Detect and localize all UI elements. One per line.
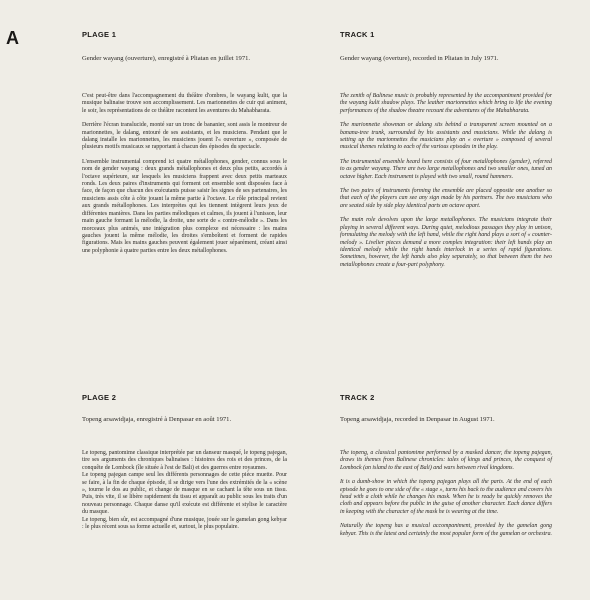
track-1-paragraph: The instrumental ensemble heard here consists of four metallophones (gender), referred to as gender wayang. There are two large metallophones and two smaller ones, tuned an octave higher. Each instrument is played with two small, round hammers.	[340, 158, 552, 180]
plage-1-paragraph: L'ensemble instrumental comprend ici quatre métallophones, gender, connus sous le nom de gender wayang : deux grands métallophones et deux plus petits, accordés à l'octave supérieure, sur lesquels les musiciens frappent avec deux petits marteaux ronds. Les deux paires d'instruments qui forment cet ensemble sont disposées face à face, de façon que chacun des exécutants puisse saisir les signes de ses partenaires, les musiciens assis côte à côte jouant la même partie à l'octave. Le rôle principal revient aux grands métallophones. Les interprètes qui les tiennent intègrent leurs jeux de différentes manières. Dans les parties mélodiques et calmes, ils jouent à l'unisson, leur main gauche formant la mélodie, la droite, une sorte de « contre-mélodie ». Dans les morceaux plus animés, une intégration plus complexe est nécessaire : les mains gauches jouent la même mélodie, les droites s'emboîtent et forment de rapides figurations. Mais les mains gauches peuvent également jouer séparément, créant ainsi une polyphonie à quatre parties entre les deux métallophones.	[82, 158, 287, 254]
track-1-paragraph: The marionnette showman or dalang sits behind a transparent screen mounted on a banana-tree trunk, surrounded by his assistants and musicians. While the dalang is setting up the marionnettes the musicians play an « overture » composed of several musical themes relating to each of the various episodes in the play.	[340, 122, 552, 151]
plage-1-section	[82, 30, 287, 39]
track-1-section	[340, 30, 552, 39]
side-label: A	[6, 28, 19, 48]
plage-1-subtitle-block	[82, 55, 287, 63]
track-2-paragraph: Naturally the topeng has a musical accompaniment, provided by the gamelan gong kebyar. This is the latest and certainly the most popular form of the gamelan or orchestra.	[340, 523, 552, 537]
plage-1-heading: PLAGE 1	[82, 30, 117, 39]
track-2-subtitle-block	[340, 416, 552, 424]
plage-2-paragraph: Le topeng pajegan campe seul les différents personnages de cette pièce muette. Pour se faire, à la fin de chaque épisode, il se dirige vers l'une des extrémités de la « scène », tourne le dos au public, et change de masque en se cachant la tête sous un tissu. Puis, très vite, il se libère rapidement du tissu et apparaît au public sous les traits d'un nouveau personnage. Chaque danse qu'il exécute est différente et stylise le caractère du masque.	[82, 472, 287, 516]
track-1-heading: TRACK 1	[340, 30, 375, 39]
track-1-subtitle: Gender wayang (overture), recorded in Pliatan in July 1971.	[340, 55, 499, 62]
plage-2-paragraph: Le topeng, pantomime classique interprétée par un danseur masqué, le topeng pajegan, tire ses arguments des chroniques balinaises : histoires des rois et des princes, de la conquête de Lombock (île située à l'est de Bali) et des guerres entre royaumes.	[82, 450, 287, 471]
track-2-heading: TRACK 2	[340, 393, 375, 402]
plage-2-paragraph: Le topeng, bien sûr, est accompagné d'une musique, jouée sur le gamelan gong kebyar : le plus récent sous sa forme actuelle et, surtout, le plus populaire.	[82, 516, 287, 531]
plage-2-body	[82, 450, 287, 531]
track-2-section	[340, 393, 552, 402]
plage-2-subtitle: Topeng arsawidjaja, enregistré à Denpasar en août 1971.	[82, 416, 232, 423]
plage-1-paragraph: C'est peut-être dans l'accompagnement du théâtre d'ombres, le wayang kulit, que la musique balinaise trouve son accomplissement. Les marionnettes de cuir qui animent, le soir, les représentations de ce théâtre racontent les aventures du Mahabharata.	[82, 93, 287, 114]
plage-1-paragraph: Derrière l'écran translucide, monté sur un tronc de bananier, sont assis le montreur de marionnettes, le dalang, entouré de ses assistants, et les musiciens. Pendant que le dalang installe les marionnettes, les musiciens jouent l'« ouverture », composée de plusieurs motifs musicaux se rapportant à chacun des épisodes du spectacle.	[82, 122, 287, 151]
plage-1-body	[82, 93, 287, 255]
plage-1-subtitle: Gender wayang (ouverture), enregistré à Pliatan en juillet 1971.	[82, 55, 251, 62]
track-1-paragraph: The two pairs of instruments forming the ensemble are placed opposite one another so that each of the players can see any sign made by his partners. The two musicians who are seated side by side play identical parts an octave apart.	[340, 188, 552, 209]
track-1-paragraph: The zenith of Balinese music is probably represented by the accompaniment provided for the wayang kulit shadow plays. The leather marionnettes which bring to life the evening performances of the shadow theatre recount the adventures of the Mahabharata.	[340, 93, 552, 114]
plage-2-heading: PLAGE 2	[82, 393, 117, 402]
track-1-subtitle-block	[340, 55, 552, 63]
track-2-body	[340, 450, 552, 538]
track-2-paragraph: It is a dumb-show in which the topeng pajegan plays all the parts. At the end of each episode he goes to one side of the « stage », turns his back to the audience and covers his head with a cloth while he changes his mask. When he is ready he quickly removes the cloth and appears before the public in the guise of another character. Each dance differs in keeping with the character of the mask he is wearing at the time.	[340, 479, 552, 515]
track-1-paragraph: The main role devolves upon the large metallophones. The musicians integrate their playing in several different ways. During quiet, melodious passages they play in unison, formulating the melody with the left hand, while the right hand plays a sort of « counter-melody ». Livelier pieces demand a more complex integration: their left hands play an identical melody while the right hands interlock in a series of rapid figurations. Sometimes, however, the left hands also play separately, so that between them the two metallophones create a four-part polyphony.	[340, 217, 552, 268]
track-2-paragraph: The topeng, a classical pantomime performed by a masked dancer, the topeng pajegan, draws its themes from Balinese chronicles: tales of kings and princes, the conquest of Lombock (an island to the east of Bali) and wars between rival kingdoms.	[340, 450, 552, 471]
track-1-body	[340, 93, 552, 269]
track-2-subtitle: Topeng arsawidjaja, recorded in Denpasar in August 1971.	[340, 416, 495, 423]
plage-2-subtitle-block	[82, 416, 287, 424]
plage-2-section	[82, 393, 287, 402]
